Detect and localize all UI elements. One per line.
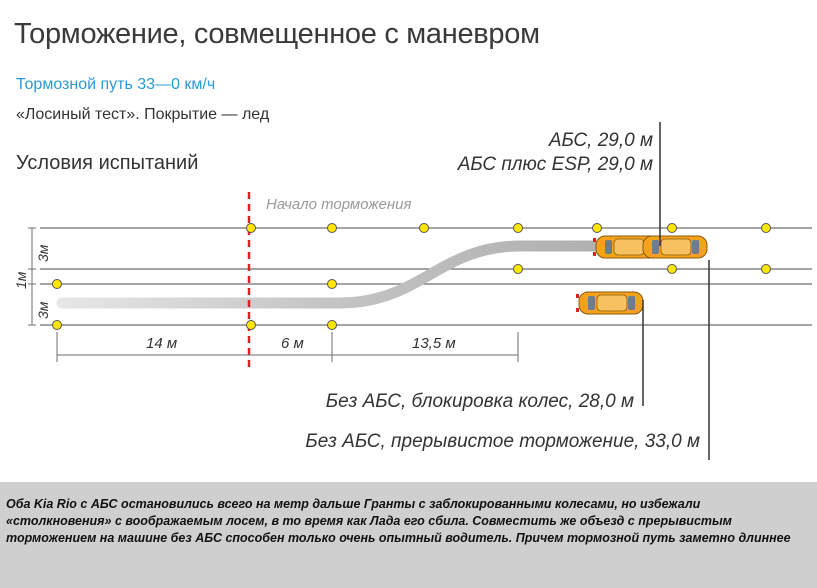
braking-start-label: Начало торможения <box>266 196 412 213</box>
distance-segment-2: 6 м <box>281 335 304 352</box>
lane-width-upper: 3м <box>35 244 51 262</box>
cone <box>420 224 429 233</box>
lane-width-middle: 1м <box>13 271 29 289</box>
lane-width-lower: 3м <box>35 301 51 319</box>
cone <box>247 224 256 233</box>
result-abs: АБС, 29,0 м <box>548 130 653 151</box>
cone <box>328 224 337 233</box>
cone <box>514 265 523 274</box>
page-title: Торможение, совмещенное с маневром <box>14 18 540 50</box>
cone <box>762 265 771 274</box>
cone <box>53 280 62 289</box>
car-no-abs <box>576 292 643 314</box>
cone <box>53 321 62 330</box>
cone <box>514 224 523 233</box>
result-abs-esp: АБС плюс ESP, 29,0 м <box>457 154 653 175</box>
distance-segment-3: 13,5 м <box>412 335 456 352</box>
cone <box>328 280 337 289</box>
subtitle: Тормозной путь 33—0 км/ч <box>16 76 216 93</box>
distance-segment-1: 14 м <box>146 335 178 352</box>
car-abs-esp <box>643 236 707 258</box>
cone <box>247 321 256 330</box>
test-conditions: «Лосиный тест». Покрытие — лед <box>16 106 270 123</box>
cone <box>328 321 337 330</box>
section-heading: Условия испытаний <box>16 152 199 174</box>
swerve-path <box>62 246 596 303</box>
cone <box>668 265 677 274</box>
result-no-abs-pulsed: Без АБС, прерывистое торможение, 33,0 м <box>305 431 700 452</box>
caption-box <box>0 482 817 588</box>
cone <box>762 224 771 233</box>
cone <box>668 224 677 233</box>
result-no-abs-locked: Без АБС, блокировка колес, 28,0 м <box>325 391 634 412</box>
caption-text: Оба Kia Rio с АБС остановились всего на метр дальше Гранты с заблокированными колесами, но избежали «столкновения» с воображаемым лосем, в то время как Лада его сбила. Совместить же объезд с прерывистым торможением на машине без АБС способен только очень опытный водитель. Причем тормозной путь заметно длиннее <box>6 497 791 545</box>
cone <box>593 224 602 233</box>
